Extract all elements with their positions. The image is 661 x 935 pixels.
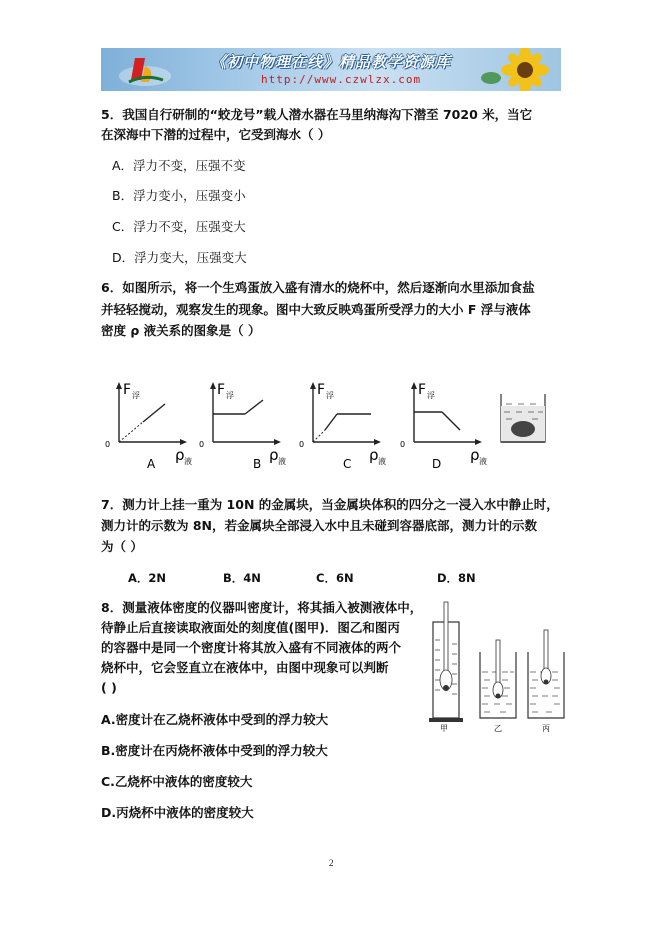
graph-b-letter: B: [253, 457, 262, 468]
graph-c-ylabel: F: [317, 382, 326, 398]
q8-option-d: D.丙烧杯中液体的密度较大: [101, 805, 254, 820]
graph-c-origin: 0: [299, 440, 305, 449]
q8-option-a: A.密度计在乙烧杯液体中受到的浮力较大: [101, 712, 329, 727]
caption-yi: 乙: [494, 724, 502, 732]
q7-text-line3: 为（ ）: [101, 539, 143, 554]
graph-d-ylabel: F: [418, 382, 427, 398]
graph-a-ysub: 浮: [132, 391, 140, 400]
q8-option-c: C.乙烧杯中液体的密度较大: [101, 774, 253, 789]
graph-c: [297, 378, 393, 468]
q7-option-a: A．2N: [128, 571, 167, 585]
graph-b-xlabel: ρ: [269, 446, 279, 464]
caption-bing: 丙: [542, 724, 550, 732]
q8-text-line3: 的容器中是同一个密度计将其放入盛有不同液体的两个: [101, 640, 402, 655]
q5-option-a: A．浮力不变，压强不变: [112, 158, 246, 173]
banner-url: http://www.czwlzx.com: [261, 73, 422, 86]
graph-c-xlabel: ρ: [369, 446, 379, 464]
page-number: 2: [329, 858, 334, 868]
graph-d-origin: 0: [400, 440, 406, 449]
q8-text-line4: 烧杯中，它会竖直立在液体中，由图中现象可以判断: [101, 660, 389, 675]
graph-a-xsub: 液: [184, 457, 192, 466]
q8-option-b: B.密度计在丙烧杯液体中受到的浮力较大: [101, 743, 328, 758]
logo-icon: [115, 52, 175, 88]
q8-text-line2: 待静止后直接读取液面处的刻度值(图甲)．图乙和图丙: [101, 620, 400, 635]
graph-c-ysub: 浮: [326, 391, 334, 400]
graph-b-ysub: 浮: [226, 391, 234, 400]
q6-text-line3: 密度 ρ 液关系的图象是（ ）: [101, 323, 261, 338]
graph-d-ysub: 浮: [427, 391, 435, 400]
graph-a-xlabel: ρ: [175, 446, 185, 464]
q5-option-b: B．浮力变小，压强变小: [112, 188, 246, 203]
q7-option-d: D．8N: [437, 571, 476, 585]
graph-a-letter: A: [147, 457, 156, 468]
graph-b-origin: 0: [199, 440, 205, 449]
graph-c-xsub: 液: [378, 457, 386, 466]
q7-option-b: B．4N: [223, 571, 261, 585]
hydrometer-figure: [428, 600, 570, 732]
q6-text-line2: 并轻轻搅动，观察发生的现象。图中大致反映鸡蛋所受浮力的大小 F 浮与液体: [101, 302, 531, 317]
q7-text-line2: 测力计的示数为 8N，若金属块全部浸入水中且未碰到容器底部，测力计的示数: [101, 518, 538, 533]
graph-d-letter: D: [432, 457, 442, 468]
q5-text-line2: 在深海中下潜的过程中，它受到海水（ ）: [101, 127, 331, 142]
graph-b-ylabel: F: [217, 382, 226, 398]
sunflower-icon: [477, 48, 557, 91]
q5-option-c: C．浮力不变，压强变大: [112, 219, 246, 234]
graph-d-xsub: 液: [479, 457, 487, 466]
banner-title: 《初中物理在线》精品教学资源库: [211, 53, 452, 71]
q8-text-line5: ( ): [101, 680, 117, 695]
q7-option-c: C．6N: [316, 571, 354, 585]
beaker-egg-figure: [498, 392, 548, 444]
header-banner: [101, 48, 561, 91]
graph-a: [103, 378, 199, 468]
graph-b-xsub: 液: [278, 457, 286, 466]
q6-text-line1: 6．如图所示，将一个生鸡蛋放入盛有清水的烧杯中，然后逐渐向水里添加食盐: [101, 280, 535, 295]
q5-option-d: D．浮力变大，压强变大: [112, 250, 247, 265]
q8-text-line1: 8．测量液体密度的仪器叫密度计，将其插入被测液体中，: [101, 600, 423, 615]
graph-a-origin: 0: [105, 440, 111, 449]
caption-jia: 甲: [440, 724, 448, 732]
graph-a-ylabel: F: [123, 382, 132, 398]
graph-b: [197, 378, 293, 468]
graph-d-xlabel: ρ: [470, 446, 480, 464]
q7-text-line1: 7．测力计上挂一重为 10N 的金属块，当金属块体积的四分之一浸入水中静止时，: [101, 497, 559, 512]
q5-text-line1: 5．我国自行研制的“蛟龙号”载人潜水器在马里纳海沟下潜至 7020 米，当它: [101, 107, 533, 122]
graph-d: [398, 378, 494, 468]
graph-c-letter: C: [343, 457, 352, 468]
